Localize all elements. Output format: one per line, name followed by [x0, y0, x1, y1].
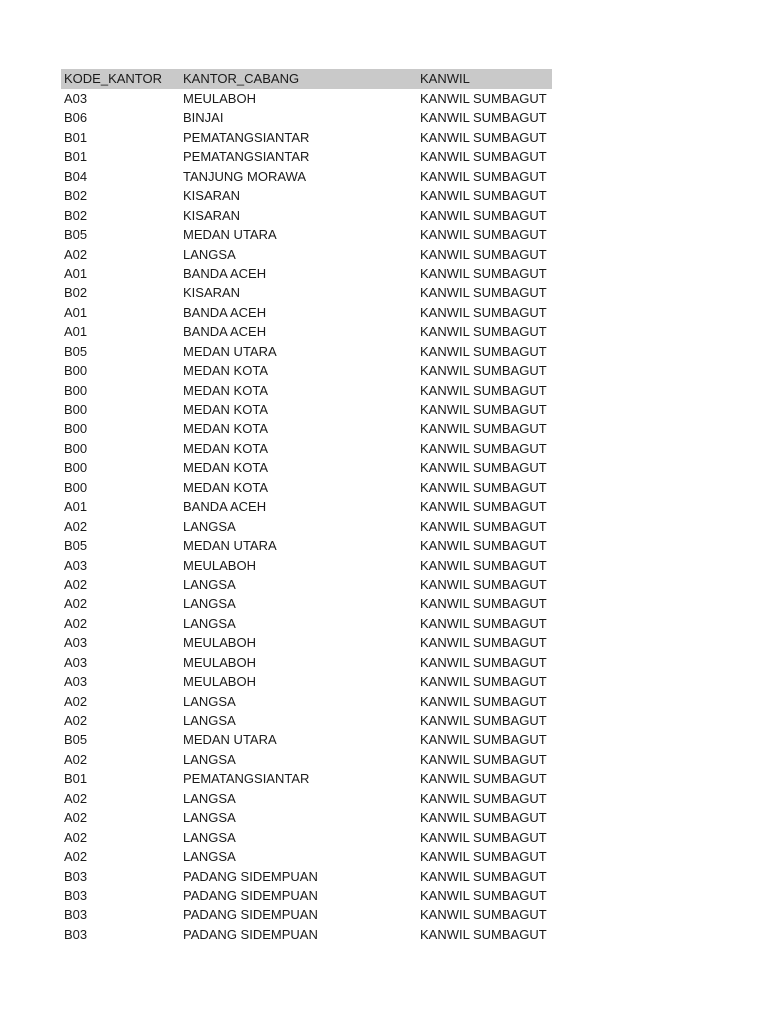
table-row	[61, 147, 552, 166]
cell-kode-kantor: A01	[64, 265, 88, 281]
cell-kode-kantor: B02	[64, 188, 88, 204]
cell-kode-kantor: A03	[64, 654, 88, 670]
table-row	[61, 361, 552, 380]
cell-kantor-cabang: LANGSA	[183, 615, 236, 631]
table-row	[61, 614, 552, 633]
cell-kantor-cabang: MEDAN KOTA	[183, 440, 268, 456]
cell-kantor-cabang: MEULABOH	[183, 654, 256, 670]
table-header-row	[61, 69, 552, 89]
cell-kanwil: KANWIL SUMBAGUT	[420, 790, 547, 806]
cell-kode-kantor: B00	[64, 363, 88, 379]
cell-kanwil: KANWIL SUMBAGUT	[420, 110, 547, 126]
cell-kanwil: KANWIL SUMBAGUT	[420, 829, 547, 845]
cell-kode-kantor: A02	[64, 849, 88, 865]
cell-kode-kantor: A03	[64, 635, 88, 651]
cell-kanwil: KANWIL SUMBAGUT	[420, 868, 547, 884]
cell-kode-kantor: B04	[64, 168, 88, 184]
cell-kode-kantor: B03	[64, 926, 88, 942]
table-row	[61, 556, 552, 575]
cell-kode-kantor: A02	[64, 751, 88, 767]
cell-kanwil: KANWIL SUMBAGUT	[420, 304, 547, 320]
cell-kantor-cabang: TANJUNG MORAWA	[183, 168, 307, 184]
table-row	[61, 458, 552, 477]
cell-kanwil: KANWIL SUMBAGUT	[420, 518, 547, 534]
cell-kanwil: KANWIL SUMBAGUT	[420, 149, 547, 165]
cell-kanwil: KANWIL SUMBAGUT	[420, 713, 547, 728]
header-kanwil: KANWIL	[420, 71, 470, 86]
table-row	[61, 400, 552, 419]
cell-kode-kantor: B03	[64, 868, 88, 884]
cell-kode-kantor: A02	[64, 246, 88, 262]
cell-kantor-cabang: PEMATANGSIANTAR	[183, 771, 310, 787]
cell-kode-kantor: B05	[64, 227, 88, 243]
cell-kode-kantor: A02	[64, 810, 88, 826]
cell-kantor-cabang: LANGSA	[183, 810, 236, 826]
table-row	[61, 575, 552, 594]
table-row	[61, 264, 552, 283]
cell-kode-kantor: B06	[64, 110, 88, 126]
cell-kanwil: KANWIL SUMBAGUT	[420, 460, 547, 476]
cell-kantor-cabang: LANGSA	[183, 246, 236, 262]
cell-kantor-cabang: LANGSA	[183, 518, 236, 534]
cell-kantor-cabang: BANDA ACEH	[183, 499, 267, 515]
cell-kode-kantor: B05	[64, 343, 88, 359]
cell-kantor-cabang: PEMATANGSIANTAR	[183, 129, 310, 145]
cell-kanwil: KANWIL SUMBAGUT	[420, 751, 547, 767]
cell-kantor-cabang: MEDAN KOTA	[183, 382, 268, 398]
cell-kode-kantor: A01	[64, 304, 88, 320]
cell-kantor-cabang: MEDAN UTARA	[183, 732, 277, 748]
header-kantor-cabang: KANTOR_CABANG	[183, 71, 300, 86]
cell-kode-kantor: A02	[64, 518, 88, 534]
cell-kanwil: KANWIL SUMBAGUT	[420, 538, 547, 554]
cell-kanwil: KANWIL SUMBAGUT	[420, 129, 547, 145]
table-row	[61, 381, 552, 400]
cell-kode-kantor: B02	[64, 285, 88, 301]
cell-kanwil: KANWIL SUMBAGUT	[420, 499, 547, 515]
table-row	[61, 633, 552, 652]
table-row	[61, 108, 552, 127]
table-row	[61, 653, 552, 672]
cell-kanwil: KANWIL SUMBAGUT	[420, 635, 547, 651]
table-row	[61, 342, 552, 361]
cell-kanwil: KANWIL SUMBAGUT	[420, 693, 547, 709]
cell-kantor-cabang: MEDAN KOTA	[183, 479, 268, 495]
table-body	[61, 89, 552, 944]
table-row	[61, 847, 552, 866]
cell-kanwil: KANWIL SUMBAGUT	[420, 615, 547, 631]
cell-kantor-cabang: LANGSA	[183, 849, 236, 865]
table-row	[61, 886, 552, 905]
cell-kode-kantor: B00	[64, 460, 88, 476]
cell-kanwil: KANWIL SUMBAGUT	[420, 907, 547, 923]
cell-kode-kantor: A02	[64, 790, 88, 806]
table-row	[61, 905, 552, 924]
table-row	[61, 672, 552, 691]
cell-kantor-cabang: BINJAI	[183, 110, 224, 126]
cell-kantor-cabang: LANGSA	[183, 790, 236, 806]
cell-kantor-cabang: MEDAN UTARA	[183, 227, 277, 243]
cell-kanwil: KANWIL SUMBAGUT	[420, 576, 547, 592]
cell-kanwil: KANWIL SUMBAGUT	[420, 596, 547, 612]
cell-kanwil: KANWIL SUMBAGUT	[420, 285, 547, 301]
cell-kode-kantor: A02	[64, 693, 88, 709]
cell-kanwil: KANWIL SUMBAGUT	[420, 654, 547, 670]
cell-kanwil: KANWIL SUMBAGUT	[420, 926, 547, 942]
table-row	[61, 594, 552, 613]
table-row	[61, 419, 552, 438]
table-row	[61, 730, 552, 749]
cell-kanwil: KANWIL SUMBAGUT	[420, 440, 547, 456]
table-row	[61, 789, 552, 808]
data-table	[61, 69, 552, 944]
cell-kantor-cabang: MEDAN KOTA	[183, 363, 268, 379]
cell-kanwil: KANWIL SUMBAGUT	[420, 771, 547, 787]
cell-kode-kantor: A02	[64, 713, 88, 728]
cell-kantor-cabang: MEULABOH	[183, 91, 256, 106]
table-row	[61, 711, 552, 730]
cell-kanwil: KANWIL SUMBAGUT	[420, 557, 547, 573]
table-row	[61, 167, 552, 186]
cell-kantor-cabang: PADANG SIDEMPUAN	[183, 868, 318, 884]
cell-kanwil: KANWIL SUMBAGUT	[420, 363, 547, 379]
cell-kode-kantor: A02	[64, 596, 88, 612]
cell-kode-kantor: B00	[64, 402, 88, 417]
table-row	[61, 128, 552, 147]
cell-kantor-cabang: PADANG SIDEMPUAN	[183, 907, 318, 923]
table-row	[61, 692, 552, 711]
cell-kanwil: KANWIL SUMBAGUT	[420, 402, 547, 417]
cell-kantor-cabang: PADANG SIDEMPUAN	[183, 887, 318, 903]
cell-kanwil: KANWIL SUMBAGUT	[420, 732, 547, 748]
cell-kanwil: KANWIL SUMBAGUT	[420, 849, 547, 865]
cell-kantor-cabang: KISARAN	[183, 207, 241, 223]
table-row	[61, 808, 552, 827]
table-row	[61, 206, 552, 225]
cell-kode-kantor: B00	[64, 421, 88, 437]
cell-kantor-cabang: LANGSA	[183, 751, 236, 767]
cell-kode-kantor: A03	[64, 557, 88, 573]
cell-kode-kantor: A02	[64, 615, 88, 631]
cell-kanwil: KANWIL SUMBAGUT	[420, 810, 547, 826]
table-row	[61, 89, 552, 108]
cell-kantor-cabang: MEULABOH	[183, 557, 256, 573]
cell-kantor-cabang: BANDA ACEH	[183, 304, 267, 320]
table-row	[61, 750, 552, 769]
cell-kanwil: KANWIL SUMBAGUT	[420, 421, 547, 437]
cell-kode-kantor: A01	[64, 324, 88, 340]
cell-kantor-cabang: LANGSA	[183, 576, 236, 592]
cell-kode-kantor: A01	[64, 499, 88, 515]
cell-kode-kantor: B01	[64, 129, 88, 145]
cell-kode-kantor: A03	[64, 91, 88, 106]
cell-kantor-cabang: MEDAN UTARA	[183, 343, 277, 359]
cell-kode-kantor: B00	[64, 479, 88, 495]
cell-kanwil: KANWIL SUMBAGUT	[420, 265, 547, 281]
cell-kantor-cabang: PADANG SIDEMPUAN	[183, 926, 318, 942]
cell-kode-kantor: B05	[64, 732, 88, 748]
cell-kanwil: KANWIL SUMBAGUT	[420, 91, 547, 106]
cell-kanwil: KANWIL SUMBAGUT	[420, 168, 547, 184]
table-row	[61, 186, 552, 205]
cell-kanwil: KANWIL SUMBAGUT	[420, 324, 547, 340]
cell-kode-kantor: B01	[64, 771, 88, 787]
cell-kanwil: KANWIL SUMBAGUT	[420, 246, 547, 262]
cell-kantor-cabang: LANGSA	[183, 596, 236, 612]
cell-kantor-cabang: MEULABOH	[183, 635, 256, 651]
cell-kantor-cabang: MEDAN KOTA	[183, 460, 268, 476]
cell-kode-kantor: B05	[64, 538, 88, 554]
table-row	[61, 439, 552, 458]
cell-kode-kantor: A03	[64, 674, 88, 690]
table-row	[61, 283, 552, 302]
table-row	[61, 536, 552, 555]
cell-kantor-cabang: BANDA ACEH	[183, 324, 267, 340]
table-row	[61, 769, 552, 788]
cell-kantor-cabang: MEDAN UTARA	[183, 538, 277, 554]
table-row	[61, 828, 552, 847]
table-row	[61, 867, 552, 886]
cell-kanwil: KANWIL SUMBAGUT	[420, 674, 547, 690]
cell-kantor-cabang: PEMATANGSIANTAR	[183, 149, 310, 165]
cell-kode-kantor: A02	[64, 829, 88, 845]
cell-kantor-cabang: BANDA ACEH	[183, 265, 267, 281]
cell-kanwil: KANWIL SUMBAGUT	[420, 227, 547, 243]
cell-kantor-cabang: LANGSA	[183, 713, 236, 728]
cell-kode-kantor: B01	[64, 149, 88, 165]
table-row	[61, 322, 552, 341]
cell-kode-kantor: B02	[64, 207, 88, 223]
table-row	[61, 303, 552, 322]
cell-kantor-cabang: MEULABOH	[183, 674, 256, 690]
cell-kantor-cabang: LANGSA	[183, 829, 236, 845]
cell-kantor-cabang: MEDAN KOTA	[183, 402, 268, 417]
cell-kode-kantor: B03	[64, 907, 88, 923]
cell-kantor-cabang: KISARAN	[183, 188, 241, 204]
table-row	[61, 925, 552, 944]
cell-kantor-cabang: LANGSA	[183, 693, 236, 709]
cell-kode-kantor: B00	[64, 440, 88, 456]
cell-kanwil: KANWIL SUMBAGUT	[420, 382, 547, 398]
cell-kantor-cabang: MEDAN KOTA	[183, 421, 268, 437]
cell-kode-kantor: B00	[64, 382, 88, 398]
cell-kode-kantor: B03	[64, 887, 88, 903]
cell-kanwil: KANWIL SUMBAGUT	[420, 188, 547, 204]
table-row	[61, 497, 552, 516]
table-row	[61, 517, 552, 536]
cell-kanwil: KANWIL SUMBAGUT	[420, 343, 547, 359]
cell-kanwil: KANWIL SUMBAGUT	[420, 887, 547, 903]
cell-kanwil: KANWIL SUMBAGUT	[420, 479, 547, 495]
cell-kode-kantor: A02	[64, 576, 88, 592]
table-row	[61, 245, 552, 264]
cell-kantor-cabang: KISARAN	[183, 285, 241, 301]
table-row	[61, 225, 552, 244]
header-kode-kantor: KODE_KANTOR	[64, 71, 163, 86]
cell-kanwil: KANWIL SUMBAGUT	[420, 207, 547, 223]
table-row	[61, 478, 552, 497]
